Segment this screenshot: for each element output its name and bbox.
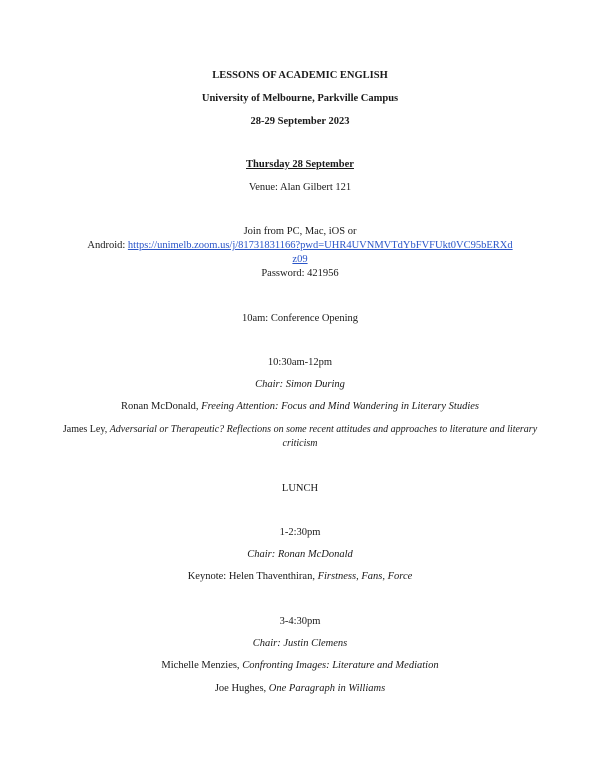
speaker: Joe Hughes, <box>214 683 269 694</box>
zoom-link-line <box>30 240 570 251</box>
session3-time: 3-4:30pm <box>279 616 321 627</box>
talk-title: Adversarial or Therapeutic? Reflections on some recent attitudes and approaches to literature and literary <box>109 424 538 435</box>
session2-chair: Chair: Ronan McDonald <box>247 549 353 560</box>
talk-title: Confronting Images: Literature and Mediation <box>242 660 439 671</box>
speaker: Keynote: Helen Thaventhiran, <box>187 571 318 582</box>
speaker: James Ley, <box>62 424 110 435</box>
session1-talk2-continuation: criticism <box>282 438 318 449</box>
zoom-link-end[interactable]: z09 <box>292 254 308 265</box>
conference-opening: 10am: Conference Opening <box>241 313 359 324</box>
session3-chair: Chair: Justin Clemens <box>252 638 348 649</box>
conference-location: University of Melbourne, Parkville Campus <box>201 93 399 104</box>
zoom-join-line: Join from PC, Mac, iOS or <box>243 226 357 237</box>
session3-talk1 <box>60 660 540 671</box>
session1-talk1 <box>60 401 540 412</box>
session1-talk2 <box>40 424 560 435</box>
conference-dates: 28-29 September 2023 <box>250 116 350 127</box>
day-heading: Thursday 28 September <box>246 159 354 170</box>
lunch-break: LUNCH <box>281 483 319 494</box>
session1-time: 10:30am-12pm <box>267 357 333 368</box>
zoom-link-continuation <box>60 254 540 265</box>
zoom-link-prefix: Android: <box>87 240 128 251</box>
session1-chair: Chair: Simon During <box>255 379 345 390</box>
speaker: Ronan McDonald, <box>120 401 202 412</box>
zoom-link[interactable]: https://unimelb.zoom.us/j/81731831166?pwd=UHR4UVNMVTdYbFVFUkt0VC95bERXd <box>127 240 513 251</box>
session2-time: 1-2:30pm <box>279 527 321 538</box>
session2-keynote <box>60 571 540 582</box>
talk-title: Freeing Attention: Focus and Mind Wandering in Literary Studies <box>201 401 480 412</box>
speaker: Michelle Menzies, <box>161 660 243 671</box>
venue: Venue: Alan Gilbert 121 <box>248 182 352 193</box>
zoom-password: Password: 421956 <box>261 268 339 279</box>
conference-title: LESSONS OF ACADEMIC ENGLISH <box>212 70 388 81</box>
talk-title: One Paragraph in Williams <box>268 683 386 694</box>
session3-talk2 <box>60 683 540 694</box>
talk-title: Firstness, Fans, Force <box>317 571 413 582</box>
